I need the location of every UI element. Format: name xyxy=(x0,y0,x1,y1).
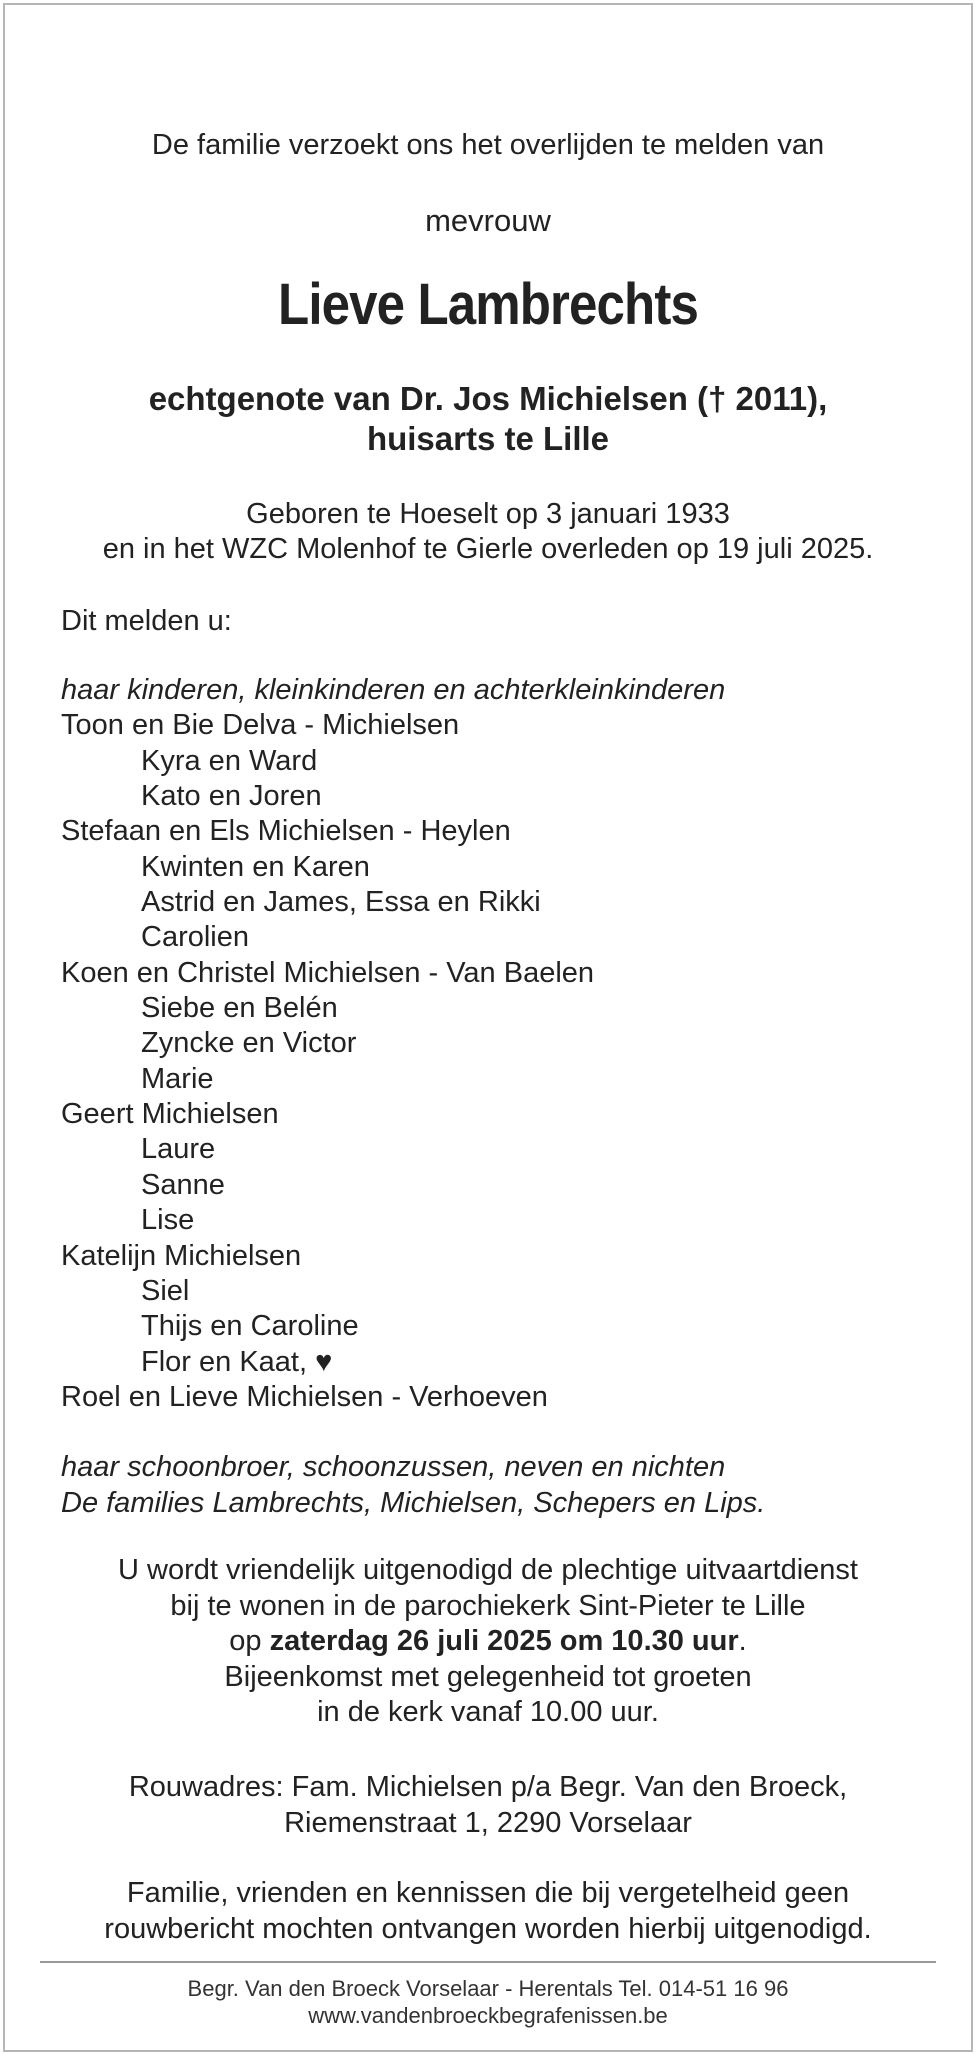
family-member-child: Koen en Christel Michielsen - Van Baelen xyxy=(61,956,595,989)
family-member-grandchild: Lise xyxy=(141,1204,195,1237)
service-line-4: Bijeenkomst met gelegenheid tot groeten xyxy=(224,1660,752,1693)
family-member-grandchild: Siebe en Belén xyxy=(141,992,338,1025)
extended-line-1: haar schoonbroer, schoonzussen, neven en nichten xyxy=(61,1451,726,1483)
address-line-1: Rouwadres: Fam. Michielsen p/a Begr. Van den Broeck, xyxy=(128,1771,848,1803)
spouse-info xyxy=(5,379,971,459)
family-member-grandchild: Zyncke en Victor xyxy=(141,1027,357,1060)
service-line-3 xyxy=(5,1624,971,1660)
closing-line-2: rouwbericht mochten ontvangen worden hierbij uitgenodigd. xyxy=(104,1913,872,1945)
family-member-grandchild: Marie xyxy=(141,1062,214,1095)
family-member-child: Toon en Bie Delva - Michielsen xyxy=(61,709,460,742)
deceased-name: Lieve Lambrechts xyxy=(278,272,698,337)
family-member-grandchild: Kyra en Ward xyxy=(141,744,318,777)
announce-text: Dit melden u: xyxy=(61,605,232,637)
family-member-grandchild: Kato en Joren xyxy=(141,780,322,813)
obituary-card xyxy=(3,3,973,2052)
family-member-grandchild: Astrid en James, Essa en Rikki xyxy=(141,886,541,919)
birth-line: Geboren te Hoeselt op 3 januari 1933 xyxy=(246,498,730,530)
service-line-2: bij te wonen in de parochiekerk Sint-Pieter te Lille xyxy=(170,1589,806,1622)
family-list xyxy=(61,673,725,1415)
service-info xyxy=(5,1553,971,1731)
closing-note xyxy=(5,1875,971,1947)
address-line-2: Riemenstraat 1, 2290 Vorselaar xyxy=(284,1807,692,1839)
family-member-grandchild: Carolien xyxy=(141,921,249,954)
family-heading: haar kinderen, kleinkinderen en achterkleinkinderen xyxy=(61,674,726,706)
extended-family xyxy=(61,1449,765,1521)
spouse-line-1: echtgenote van Dr. Jos Michielsen († 2011), xyxy=(148,380,828,417)
spouse-line-2: huisarts te Lille xyxy=(366,420,610,457)
footer-divider xyxy=(40,1961,936,1963)
footer-website[interactable]: www.vandenbroeckbegrafenissen.be xyxy=(308,2003,668,2028)
family-member-grandchild: Flor en Kaat, ♥ xyxy=(141,1345,333,1378)
intro-text: De familie verzoekt ons het overlijden te melden van xyxy=(151,129,825,161)
family-member-child: Katelijn Michielsen xyxy=(61,1239,302,1272)
service-date-suffix: . xyxy=(738,1625,747,1657)
funeral-home-footer xyxy=(5,1975,971,2029)
family-member-grandchild: Laure xyxy=(141,1133,216,1166)
family-member-grandchild: Kwinten en Karen xyxy=(141,850,370,883)
extended-line-2: De families Lambrechts, Michielsen, Schepers en Lips. xyxy=(61,1487,766,1519)
death-line: en in het WZC Molenhof te Gierle overleden op 19 juli 2025. xyxy=(102,533,874,565)
family-member-child: Roel en Lieve Michielsen - Verhoeven xyxy=(61,1380,548,1413)
birth-death-info xyxy=(5,497,971,567)
family-member-grandchild: Siel xyxy=(141,1274,190,1307)
family-rows xyxy=(61,708,725,1415)
family-member-grandchild: Sanne xyxy=(141,1168,225,1201)
family-member-child: Geert Michielsen xyxy=(61,1098,279,1131)
family-member-child: Stefaan en Els Michielsen - Heylen xyxy=(61,815,511,848)
service-line-5: in de kerk vanaf 10.00 uur. xyxy=(317,1696,659,1728)
footer-contact: Begr. Van den Broeck Vorselaar - Herentals Tel. 014-51 16 96 xyxy=(187,1976,789,2001)
service-date-prefix: op xyxy=(229,1625,270,1657)
mourning-address xyxy=(5,1769,971,1841)
title-prefix: mevrouw xyxy=(425,203,551,238)
service-date: zaterdag 26 juli 2025 om 10.30 uur xyxy=(269,1625,739,1657)
service-line-1: U wordt vriendelijk uitgenodigd de plechtige uitvaartdienst xyxy=(118,1554,858,1586)
closing-line-1: Familie, vrienden en kennissen die bij vergetelheid geen xyxy=(126,1877,850,1909)
family-member-grandchild: Thijs en Caroline xyxy=(141,1310,359,1343)
